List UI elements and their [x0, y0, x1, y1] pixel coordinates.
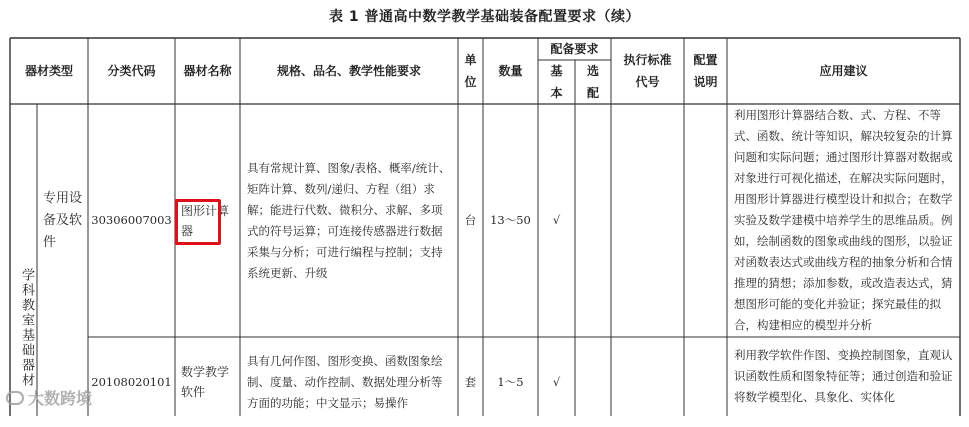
row2-name: 数学教学软件 [181, 365, 230, 399]
header-standard: 执行标准代号 [623, 53, 672, 89]
header-config-req: 配备要求 [550, 42, 599, 56]
watermark-text: 大数跨境 [28, 389, 93, 408]
header-basic: 基本 [550, 64, 563, 100]
table-title: 表 1 普通高中数学教学基础装备配置要求（续） [329, 9, 640, 25]
watermark [6, 386, 92, 409]
category-sub: 专用设备及软件 [43, 190, 83, 250]
header-spec: 规格、品名、教学性能要求 [276, 64, 421, 78]
row2-code: 20108020101 [91, 374, 172, 389]
row1-spec: 具有常规计算、图象/表格、概率/统计、矩阵计算、数列/递归、方程（组）求解；能进行代数、微积分、求解、多项式的符号运算；可连接传感器进行数据采集与分析；可进行编程与控制；支持系统更新、升级 [247, 160, 451, 280]
highlight-box [175, 199, 221, 245]
category-main: 学科教室基础器材 [19, 268, 34, 388]
header-qty: 数量 [498, 64, 523, 78]
row2-optional [575, 337, 611, 427]
row1-name: 图形计算器 [181, 203, 230, 238]
header-advice: 应用建议 [819, 64, 868, 78]
row1-basic-check: √ [552, 213, 561, 227]
row2-standard [611, 337, 684, 427]
header-code: 分类代码 [107, 64, 156, 78]
row2-basic-check: √ [552, 374, 561, 389]
row1-note [684, 104, 727, 337]
header-optional: 选配 [586, 64, 599, 100]
row2-spec: 具有几何作图、图形变换、函数图象绘制、度量、动作控制、数据处理分析等方面的功能；中文显示；易操作 [247, 353, 443, 410]
row1-code: 30306007003 [91, 213, 172, 227]
row1-optional [575, 104, 611, 337]
row2-advice: 利用教学软件作图、变换控制图象，直观认识函数性质和图象特征等；通过创造和验证将数学模型化、具象化、实体化 [734, 348, 953, 404]
row1-advice: 利用图形计算器结合数、式、方程、不等式、函数、统计等知识，解决较复杂的计算问题和实际问题；通过图形计算器对数据或对象进行可视化描述，在解决实际问题时，用图形计算器进行模型设计和拟合；在数学实验及数学建模中培养学生的思维品质。例如，绘制函数的图象或曲线的图形，以验证对函数表达式或曲线方程的抽象分析和合情推理的猜想；添加参数，或改造表达式，猜想图形可能的变化并验证；探究最佳的拟合，构建相应的模型并分析 [734, 108, 953, 332]
row1-unit: 台 [464, 213, 477, 227]
header-config-note: 配置说明 [693, 53, 718, 89]
header-category: 器材类型 [24, 64, 73, 78]
row2-unit: 套 [464, 374, 477, 389]
row2-note [684, 337, 727, 427]
header-unit: 单位 [464, 53, 477, 89]
watermark-logo-icon [6, 391, 24, 405]
row1-qty: 13～50 [490, 213, 531, 227]
row2-qty: 1～5 [497, 374, 524, 389]
header-name: 器材名称 [183, 64, 232, 78]
row1-standard [611, 104, 684, 337]
